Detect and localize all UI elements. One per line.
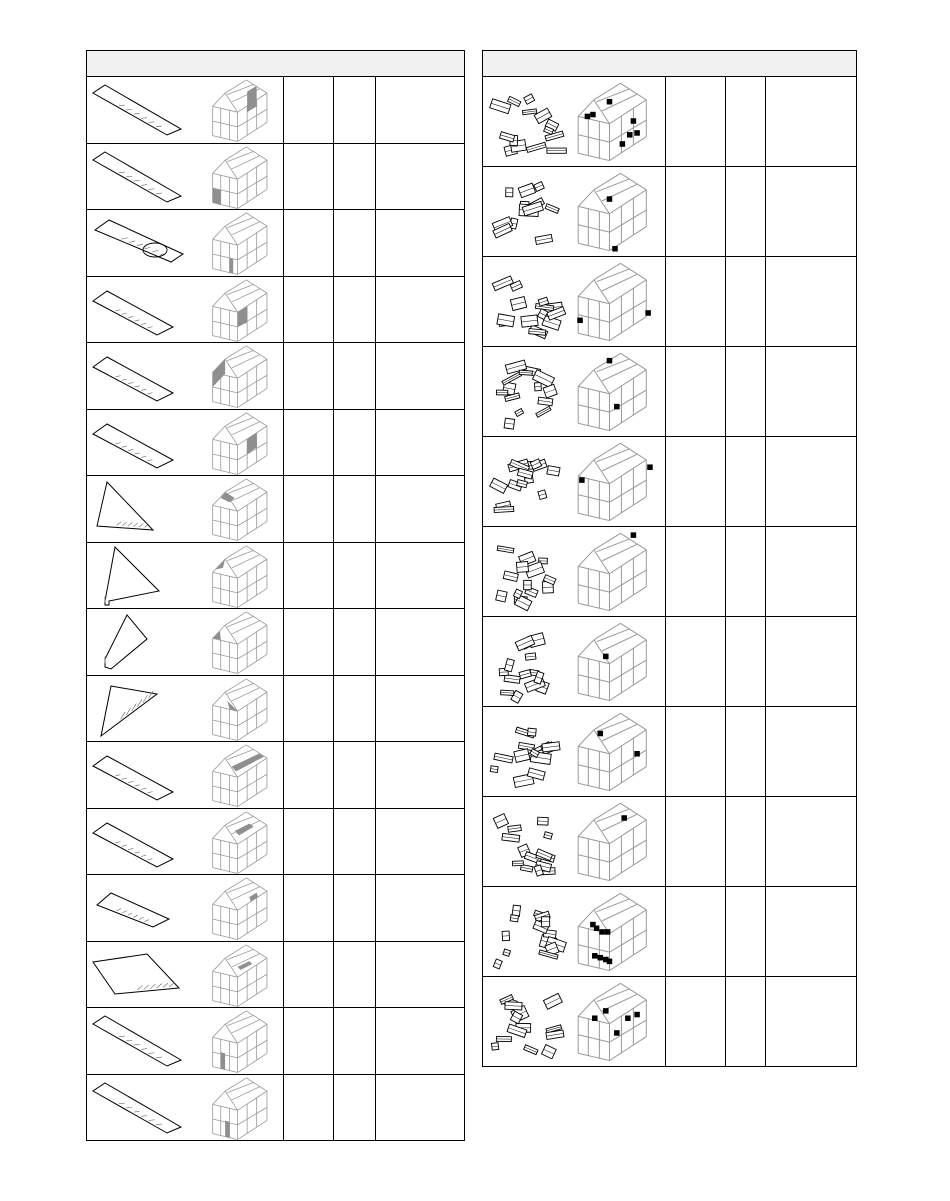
panel-parts-header: [87, 51, 464, 77]
panel-shape-cell: [87, 277, 197, 343]
panel-shape-cell: [87, 343, 197, 409]
panel-location-cell: [197, 210, 283, 276]
panel-location-cell: [197, 77, 283, 143]
connector-parts-cell: [483, 707, 569, 796]
panel-sheet-drawing: [87, 676, 197, 742]
connector-location-marker: [603, 654, 609, 660]
greenhouse-frame-drawing: [569, 617, 661, 705]
greenhouse-frame-drawing: [203, 942, 281, 1008]
connector-part-row: [483, 347, 856, 437]
connector-parts-cell: [483, 437, 569, 526]
panel-part-row: [87, 875, 464, 942]
column-divider: [665, 797, 666, 886]
panel-parts-table: [86, 50, 465, 1141]
panel-shape-cell: [87, 476, 197, 542]
panel-shape-cell: [87, 1075, 197, 1141]
panel-sheet-drawing: [87, 77, 197, 143]
column-divider: [375, 144, 376, 210]
panel-location-cell: [197, 809, 283, 875]
column-divider: [665, 887, 666, 976]
connector-parts-drawing: [483, 347, 569, 437]
column-divider: [283, 210, 284, 276]
column-divider: [725, 977, 726, 1066]
connector-location-marker: [634, 751, 640, 757]
panel-shape-cell: [87, 77, 197, 143]
connector-parts-drawing: [483, 797, 569, 887]
connector-location-marker: [634, 130, 640, 136]
greenhouse-frame-drawing: [569, 977, 661, 1065]
column-divider: [283, 609, 284, 675]
greenhouse-frame-drawing: [203, 343, 281, 409]
panel-part-row: [87, 609, 464, 676]
connector-parts-cell: [483, 257, 569, 346]
panel-part-row: [87, 942, 464, 1009]
panel-sheet-drawing: [87, 1075, 197, 1141]
connector-location-marker: [605, 929, 611, 935]
connector-location-cell: [569, 77, 665, 166]
greenhouse-frame-drawing: [203, 676, 281, 742]
connector-part-row: [483, 797, 856, 887]
column-divider: [283, 144, 284, 210]
connector-location-marker: [599, 929, 605, 935]
column-divider: [283, 343, 284, 409]
column-divider: [665, 707, 666, 796]
panel-location-cell: [197, 1008, 283, 1074]
column-divider: [375, 609, 376, 675]
panel-location-cell: [197, 875, 283, 941]
connector-part-row: [483, 527, 856, 617]
panel-location-cell: [197, 343, 283, 409]
connector-location-marker: [577, 318, 583, 324]
connector-parts-drawing: [483, 707, 569, 797]
column-divider: [375, 77, 376, 143]
column-divider: [665, 617, 666, 706]
connector-location-marker: [585, 114, 591, 120]
panel-sheet-drawing: [87, 609, 197, 675]
connector-parts-drawing: [483, 977, 569, 1067]
connector-parts-header: [483, 51, 856, 77]
column-divider: [283, 875, 284, 941]
column-divider: [333, 676, 334, 742]
panel-sheet-drawing: [87, 210, 197, 276]
column-divider: [333, 942, 334, 1008]
column-divider: [333, 809, 334, 875]
column-divider: [283, 277, 284, 343]
column-divider: [375, 1008, 376, 1074]
greenhouse-frame-drawing: [569, 77, 661, 165]
connector-parts-cell: [483, 887, 569, 976]
connector-parts-cell: [483, 527, 569, 616]
column-divider: [765, 527, 766, 616]
column-divider: [283, 1008, 284, 1074]
column-divider: [765, 437, 766, 526]
connector-parts-drawing: [483, 257, 569, 347]
column-divider: [665, 347, 666, 436]
connector-location-cell: [569, 707, 665, 796]
column-divider: [765, 167, 766, 256]
column-divider: [665, 257, 666, 346]
panel-sheet-drawing: [87, 942, 197, 1008]
panel-shape-cell: [87, 875, 197, 941]
column-divider: [765, 887, 766, 976]
connector-parts-cell: [483, 167, 569, 256]
panel-sheet-drawing: [87, 543, 197, 609]
column-divider: [333, 144, 334, 210]
connector-location-cell: [569, 527, 665, 616]
connector-location-cell: [569, 257, 665, 346]
panel-shape-cell: [87, 742, 197, 808]
panel-part-row: [87, 1075, 464, 1142]
panel-part-row: [87, 343, 464, 410]
greenhouse-frame-drawing: [203, 875, 281, 941]
panel-sheet-drawing: [87, 343, 197, 409]
connector-part-row: [483, 437, 856, 527]
panel-sheet-drawing: [87, 875, 197, 941]
connector-parts-cell: [483, 77, 569, 166]
connector-parts-drawing: [483, 617, 569, 707]
column-divider: [333, 343, 334, 409]
panel-part-row: [87, 77, 464, 144]
greenhouse-frame-drawing: [569, 797, 661, 885]
column-divider: [765, 707, 766, 796]
connector-location-marker: [631, 532, 637, 538]
column-divider: [725, 257, 726, 346]
panel-location-cell: [197, 742, 283, 808]
connector-location-marker: [612, 246, 618, 252]
column-divider: [375, 476, 376, 542]
connector-location-marker: [592, 1015, 598, 1021]
panel-location-cell: [197, 277, 283, 343]
greenhouse-frame-drawing: [203, 742, 281, 808]
column-divider: [333, 1008, 334, 1074]
panel-sheet-drawing: [87, 742, 197, 808]
column-divider: [665, 437, 666, 526]
column-divider: [283, 942, 284, 1008]
greenhouse-frame-drawing: [569, 257, 661, 345]
panel-shape-cell: [87, 543, 197, 609]
column-divider: [725, 437, 726, 526]
column-divider: [375, 210, 376, 276]
panel-location-cell: [197, 1075, 283, 1141]
connector-location-cell: [569, 617, 665, 706]
panel-location-cell: [197, 942, 283, 1008]
column-divider: [765, 797, 766, 886]
panel-location-cell: [197, 410, 283, 476]
column-divider: [725, 887, 726, 976]
connector-part-row: [483, 977, 856, 1067]
column-divider: [665, 977, 666, 1066]
panel-sheet-drawing: [87, 476, 197, 542]
connector-location-marker: [627, 132, 633, 138]
connector-location-marker: [607, 358, 613, 364]
column-divider: [333, 1075, 334, 1141]
column-divider: [333, 875, 334, 941]
column-divider: [333, 277, 334, 343]
connector-parts-cell: [483, 977, 569, 1066]
connector-parts-cell: [483, 617, 569, 706]
panel-part-row: [87, 410, 464, 477]
connector-location-marker: [607, 99, 613, 105]
greenhouse-frame-drawing: [203, 77, 281, 143]
connector-parts-table: [482, 50, 857, 1067]
column-divider: [333, 742, 334, 808]
column-divider: [283, 543, 284, 609]
greenhouse-frame-drawing: [203, 543, 281, 609]
panel-part-row: [87, 210, 464, 277]
connector-parts-drawing: [483, 437, 569, 527]
connector-location-marker: [603, 1008, 609, 1014]
connector-part-row: [483, 257, 856, 347]
panel-sheet-drawing: [87, 144, 197, 210]
column-divider: [283, 809, 284, 875]
connector-part-row: [483, 887, 856, 977]
connector-location-marker: [625, 1015, 631, 1021]
greenhouse-frame-drawing: [569, 527, 661, 615]
panel-location-cell: [197, 676, 283, 742]
greenhouse-frame-drawing: [569, 707, 661, 795]
column-divider: [375, 543, 376, 609]
column-divider: [375, 742, 376, 808]
column-divider: [375, 942, 376, 1008]
greenhouse-frame-drawing: [203, 210, 281, 276]
panel-part-row: [87, 144, 464, 211]
panel-location-cell: [197, 144, 283, 210]
column-divider: [765, 347, 766, 436]
panel-part-row: [87, 476, 464, 543]
panel-part-row: [87, 809, 464, 876]
greenhouse-frame-drawing: [569, 167, 661, 255]
column-divider: [333, 410, 334, 476]
column-divider: [375, 410, 376, 476]
column-divider: [283, 476, 284, 542]
panel-part-row: [87, 543, 464, 610]
panel-shape-cell: [87, 1008, 197, 1074]
connector-location-marker: [645, 310, 651, 316]
greenhouse-frame-drawing: [569, 887, 661, 975]
greenhouse-frame-drawing: [203, 277, 281, 343]
connector-location-marker: [647, 464, 653, 470]
column-divider: [725, 167, 726, 256]
column-divider: [725, 707, 726, 796]
column-divider: [375, 343, 376, 409]
connector-parts-drawing: [483, 167, 569, 257]
panel-location-cell: [197, 476, 283, 542]
column-divider: [765, 977, 766, 1066]
panel-shape-cell: [87, 144, 197, 210]
column-divider: [333, 476, 334, 542]
connector-parts-cell: [483, 797, 569, 886]
connector-location-marker: [579, 477, 585, 483]
panel-location-cell: [197, 543, 283, 609]
column-divider: [333, 609, 334, 675]
panel-sheet-drawing: [87, 277, 197, 343]
column-divider: [375, 1075, 376, 1141]
column-divider: [665, 527, 666, 616]
connector-parts-cell: [483, 347, 569, 436]
column-divider: [375, 875, 376, 941]
greenhouse-frame-drawing: [203, 144, 281, 210]
panel-shape-cell: [87, 210, 197, 276]
connector-location-marker: [620, 141, 626, 147]
greenhouse-frame-drawing: [569, 437, 661, 525]
connector-location-cell: [569, 437, 665, 526]
greenhouse-frame-drawing: [203, 1008, 281, 1074]
column-divider: [283, 410, 284, 476]
connector-location-marker: [594, 925, 600, 931]
connector-location-marker: [607, 959, 613, 965]
connector-location-marker: [634, 1012, 640, 1018]
connector-part-row: [483, 617, 856, 707]
connector-location-marker: [598, 955, 604, 961]
column-divider: [765, 77, 766, 166]
column-divider: [375, 277, 376, 343]
panel-shape-cell: [87, 410, 197, 476]
column-divider: [333, 543, 334, 609]
connector-part-row: [483, 707, 856, 797]
panel-location-cell: [197, 609, 283, 675]
connector-location-marker: [621, 815, 627, 821]
greenhouse-frame-drawing: [203, 809, 281, 875]
connector-location-cell: [569, 797, 665, 886]
panel-shape-cell: [87, 676, 197, 742]
panel-sheet-drawing: [87, 410, 197, 476]
greenhouse-frame-drawing: [203, 609, 281, 675]
panel-part-row: [87, 277, 464, 344]
panel-sheet-drawing: [87, 1008, 197, 1074]
column-divider: [725, 797, 726, 886]
connector-location-marker: [598, 731, 604, 737]
column-divider: [375, 809, 376, 875]
panel-sheet-drawing: [87, 809, 197, 875]
connector-location-marker: [614, 404, 620, 410]
column-divider: [665, 77, 666, 166]
column-divider: [283, 742, 284, 808]
connector-location-marker: [590, 112, 596, 118]
column-divider: [283, 77, 284, 143]
connector-location-cell: [569, 167, 665, 256]
connector-location-marker: [631, 118, 637, 124]
column-divider: [725, 617, 726, 706]
greenhouse-frame-drawing: [569, 347, 661, 435]
connector-location-marker: [592, 953, 598, 959]
connector-part-row: [483, 167, 856, 257]
greenhouse-frame-drawing: [203, 1075, 281, 1141]
column-divider: [765, 617, 766, 706]
panel-shape-cell: [87, 942, 197, 1008]
connector-parts-drawing: [483, 887, 569, 977]
panel-part-row: [87, 742, 464, 809]
connector-location-marker: [614, 1030, 620, 1036]
column-divider: [725, 527, 726, 616]
column-divider: [375, 676, 376, 742]
connector-parts-drawing: [483, 77, 569, 167]
connector-location-cell: [569, 977, 665, 1066]
column-divider: [765, 257, 766, 346]
greenhouse-frame-drawing: [203, 410, 281, 476]
column-divider: [333, 210, 334, 276]
connector-location-marker: [607, 196, 613, 202]
panel-part-row: [87, 1008, 464, 1075]
connector-parts-drawing: [483, 527, 569, 617]
panel-shape-cell: [87, 809, 197, 875]
column-divider: [665, 167, 666, 256]
greenhouse-frame-drawing: [203, 476, 281, 542]
panel-part-row: [87, 676, 464, 743]
column-divider: [333, 77, 334, 143]
column-divider: [283, 1075, 284, 1141]
column-divider: [283, 676, 284, 742]
connector-location-cell: [569, 887, 665, 976]
connector-location-cell: [569, 347, 665, 436]
panel-shape-cell: [87, 609, 197, 675]
connector-part-row: [483, 77, 856, 167]
column-divider: [725, 347, 726, 436]
column-divider: [725, 77, 726, 166]
